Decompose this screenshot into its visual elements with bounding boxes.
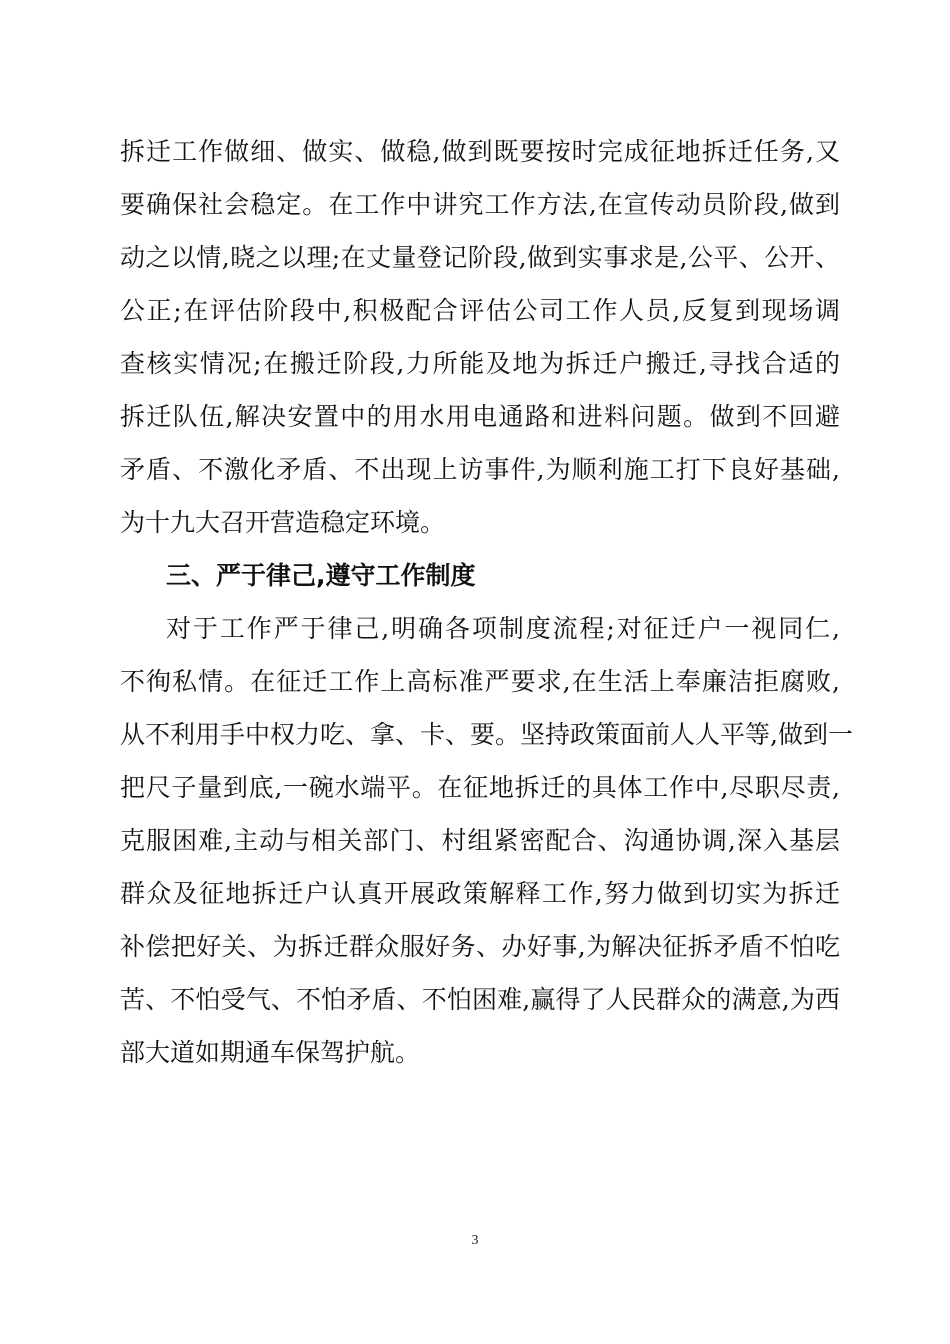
paragraph-2-line-6: 群众及征地拆迁户认真开展政策解释工作,努力做到切实为拆迁 xyxy=(120,879,840,908)
paragraph-2-line-2: 不徇私情。在征迁工作上高标准严要求,在生活上奉廉洁拒腐败, xyxy=(120,667,840,696)
paragraph-2-line-9: 部大道如期通车保驾护航。 xyxy=(120,1038,421,1067)
paragraph-1-line-8: 为十九大召开营造稳定环境。 xyxy=(120,508,446,537)
paragraph-2-line-3: 从不利用手中权力吃、拿、卡、要。坚持政策面前人人平等,做到一 xyxy=(120,720,853,749)
paragraph-1-line-3: 动之以情,晓之以理;在丈量登记阶段,做到实事求是,公平、公开、 xyxy=(120,243,840,272)
paragraph-2-line-4: 把尺子量到底,一碗水端平。在征地拆迁的具体工作中,尽职尽责, xyxy=(120,773,840,802)
paragraph-1-line-5: 查核实情况;在搬迁阶段,力所能及地为拆迁户搬迁,寻找合适的 xyxy=(120,349,840,378)
paragraph-1-line-4: 公正;在评估阶段中,积极配合评估公司工作人员,反复到现场调 xyxy=(120,296,840,325)
paragraph-2-line-5: 克服困难,主动与相关部门、村组紧密配合、沟通协调,深入基层 xyxy=(120,826,840,855)
paragraph-2-line-1: 对于工作严于律己,明确各项制度流程;对征迁户一视同仁, xyxy=(166,614,840,643)
page-number: 3 xyxy=(471,1233,479,1248)
paragraph-1-line-2: 要确保社会稳定。在工作中讲究工作方法,在宣传动员阶段,做到 xyxy=(120,190,840,219)
paragraph-1-line-6: 拆迁队伍,解决安置中的用水用电通路和进料问题。做到不回避 xyxy=(120,402,840,431)
paragraph-2-line-7: 补偿把好关、为拆迁群众服好务、办好事,为解决征拆矛盾不怕吃 xyxy=(120,932,840,961)
paragraph-2-line-8: 苦、不怕受气、不怕矛盾、不怕困难,赢得了人民群众的满意,为西 xyxy=(120,985,840,1014)
section-heading: 三、严于律己,遵守工作制度 xyxy=(166,561,476,590)
paragraph-1-line-7: 矛盾、不激化矛盾、不出现上访事件,为顺利施工打下良好基础, xyxy=(120,455,840,484)
paragraph-1-line-1: 拆迁工作做细、做实、做稳,做到既要按时完成征地拆迁任务,又 xyxy=(120,137,840,166)
